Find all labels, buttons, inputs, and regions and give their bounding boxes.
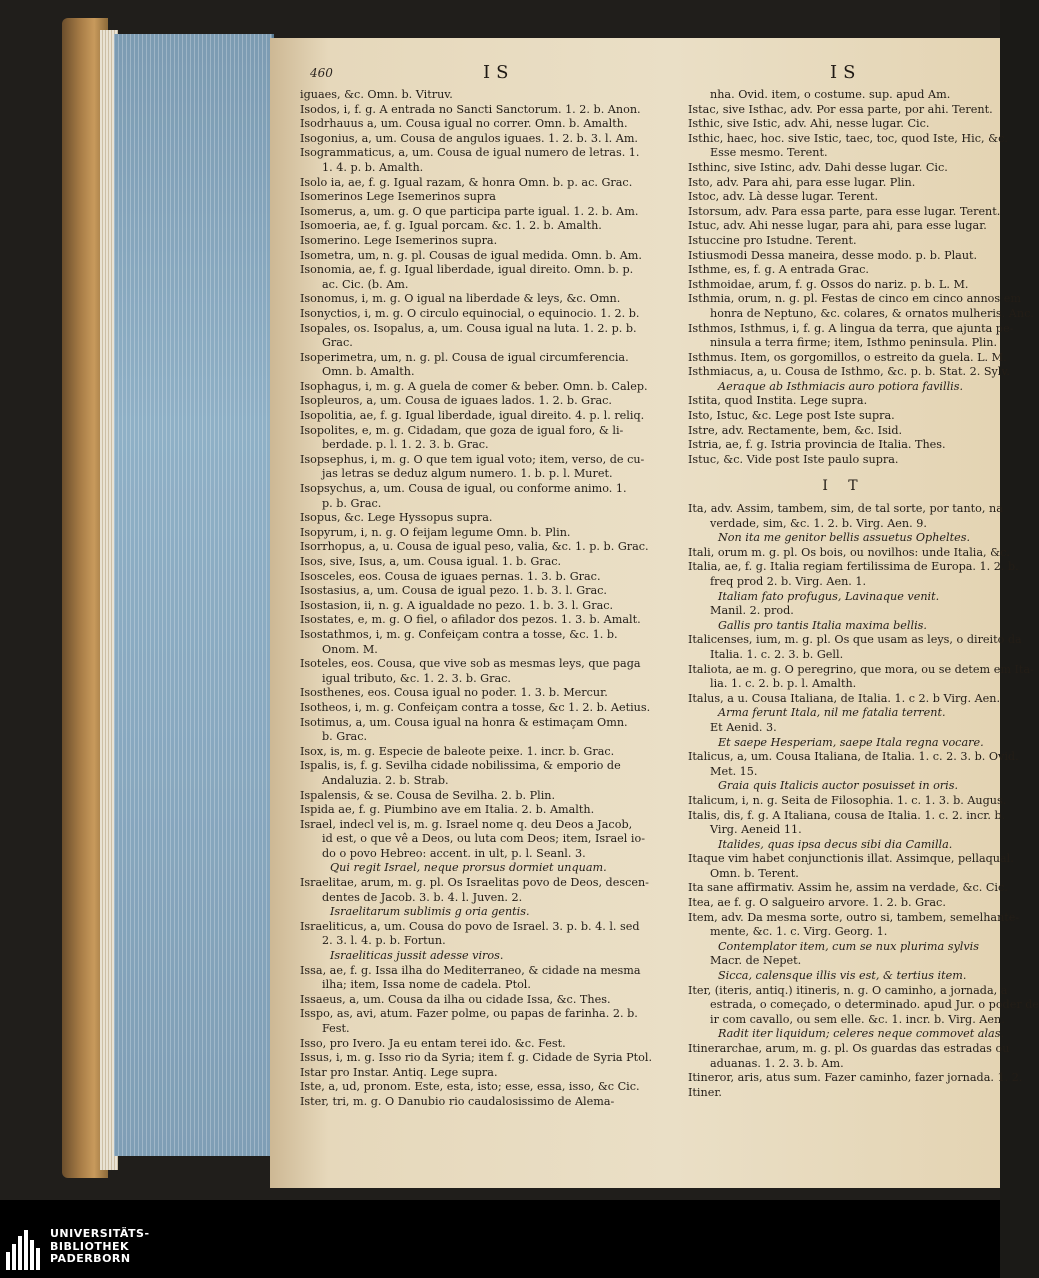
library-name xyxy=(50,1228,150,1266)
right-column-bottom xyxy=(688,502,1039,1100)
dictionary-line: Istria, ae, f. g. Istria provincia de Italia. Thes. xyxy=(688,438,946,452)
dictionary-line: Manil. 2. prod. xyxy=(710,604,794,618)
dictionary-line: dentes de Jacob. 3. b. 4. l. Juven. 2. xyxy=(322,890,523,904)
running-head-left: IS xyxy=(483,62,515,83)
dictionary-line: Isopolites, e, m. g. Cidadam, que goza de igual foro, & li- xyxy=(300,423,624,437)
dictionary-line: Isogrammaticus, a, um. Cousa de igual numero de letras. 1. xyxy=(300,146,640,160)
dictionary-line: Isodos, i, f. g. A entrada no Sancti Sanctorum. 1. 2. b. Anon. xyxy=(300,102,641,116)
dictionary-line: Istita, quod Instita. Lege supra. xyxy=(688,394,868,408)
dictionary-line: Isonomus, i, m. g. O igual na liberdade & leys, &c. Omn. xyxy=(300,292,621,306)
dictionary-line: Et saepe Hesperiam, saepe Itala regna vocare. xyxy=(718,735,984,749)
dictionary-line: Isolo ia, ae, f. g. Igual razam, & honra Omn. b. p. ac. Grac. xyxy=(300,175,633,189)
dictionary-line: Isopales, os. Isopalus, a, um. Cousa igual na luta. 1. 2. p. b. xyxy=(300,321,637,335)
dictionary-line: Met. 15. xyxy=(710,764,758,778)
dictionary-line: Italis, dis, f. g. A Italiana, cousa de Italia. 1. c. 2. incr. b. xyxy=(688,808,1006,822)
dictionary-line: Isoperimetra, um, n. g. pl. Cousa de igual circumferencia. xyxy=(300,350,629,364)
dictionary-line: Isso, pro Ivero. Ja eu entam terei ido. &c. Fest. xyxy=(300,1036,566,1050)
dictionary-line: Radit iter liquidum; celeres neque commovet alas. xyxy=(718,1027,1005,1041)
dictionary-line: Isox, is, m. g. Especie de baleote peixe. 1. incr. b. Grac. xyxy=(300,744,615,758)
dictionary-line: Itiner. xyxy=(688,1085,722,1099)
dictionary-line: Isto, adv. Para ahi, para esse lugar. Plin. xyxy=(688,175,916,189)
dictionary-line: Isosceles, eos. Cousa de iguaes pernas. 1. 3. b. Grac. xyxy=(300,569,601,583)
dictionary-line: Macr. de Nepet. xyxy=(710,954,802,968)
dictionary-line: Graia quis Italicis auctor posuisset in oris. xyxy=(718,779,959,793)
dictionary-line: Item, adv. Da mesma sorte, outro si, tambem, semelhante- xyxy=(688,910,1020,924)
dictionary-line: Istorsum, adv. Para essa parte, para esse lugar. Terent. xyxy=(688,204,1001,218)
dictionary-line: Esse mesmo. Terent. xyxy=(710,146,828,160)
section-heading: I T xyxy=(822,478,866,495)
dictionary-line: jas letras se deduz algum numero. 1. b. p. l. Muret. xyxy=(322,467,613,481)
library-logo-icon xyxy=(6,1230,42,1270)
dictionary-line: Israel, indecl vel is, m. g. Israel nome q. deu Deos a Jacob, xyxy=(300,817,633,831)
dictionary-line: Iste, a, ud, pronom. Este, esta, isto; esse, essa, isso, &c Cic. xyxy=(300,1080,640,1094)
dictionary-line: Isosthenes, eos. Cousa igual no poder. 1. 3. b. Mercur. xyxy=(300,686,608,700)
dictionary-line: Isostathmos, i, m. g. Confeiçam contra a tosse, &c. 1. b. xyxy=(300,627,618,641)
dictionary-line: Isodrhauus a, um. Cousa igual no correr. Omn. b. Amalth. xyxy=(300,117,628,131)
left-column xyxy=(300,88,668,1178)
dictionary-line: Istar pro Instar. Antiq. Lege supra. xyxy=(300,1065,498,1079)
dictionary-line: Omn. b. Amalth. xyxy=(322,365,415,379)
dictionary-line: Isto, Istuc, &c. Lege post Iste supra. xyxy=(688,409,895,423)
dictionary-line: Virg. Aeneid 11. xyxy=(710,823,802,837)
dictionary-line: Ispalis, is, f. g. Sevilha cidade nobilissima, & emporio de xyxy=(300,759,621,773)
dictionary-line: Ita, adv. Assim, tambem, sim, de tal sorte, por tanto, na xyxy=(688,502,1003,516)
dictionary-line: aduanas. 1. 2. 3. b. Am. xyxy=(710,1056,844,1070)
dictionary-line: Isopsephus, i, m. g. O que tem igual voto; item, verso, de cu- xyxy=(300,452,645,466)
dictionary-line: Isopleuros, a, um. Cousa de iguaes lados. 1. 2. b. Grac. xyxy=(300,394,612,408)
dictionary-line: 2. 3. l. 4. p. b. Fortun. xyxy=(322,934,446,948)
dictionary-line: Gallis pro tantis Italia maxima bellis. xyxy=(718,618,927,632)
dictionary-line: Italicus, a, um. Cousa Italiana, de Italia. 1. c. 2. 3. b. Ovid. xyxy=(688,750,1019,764)
dictionary-line: Isthinc, sive Istinc, adv. Dahi desse lugar. Cic. xyxy=(688,160,948,174)
dictionary-line: estrada, o começado, o determinado. apud Jur. o poder de xyxy=(710,998,1039,1012)
dictionary-line: Isoteles, eos. Cousa, que vive sob as mesmas leys, que paga xyxy=(300,657,641,671)
dictionary-line: Isostasius, a, um. Cousa de igual pezo. 1. b. 3. l. Grac. xyxy=(300,584,607,598)
dictionary-line: Isthmoidae, arum, f. g. Ossos do nariz. p. b. L. M. xyxy=(688,277,969,291)
dictionary-line: ir com cavallo, ou sem elle. &c. 1. incr. b. Virg. Aen. xyxy=(710,1012,1005,1026)
dictionary-line: Isometra, um, n. g. pl. Cousas de igual medida. Omn. b. Am. xyxy=(300,248,642,262)
dictionary-line: Isomerinos Lege Isemerinos supra xyxy=(300,190,496,204)
dictionary-line: p. b. Grac. xyxy=(322,496,382,510)
dictionary-line: 1. 4. p. b. Amalth. xyxy=(322,160,424,174)
dictionary-line: Ispida ae, f. g. Piumbino ave em Italia. 2. b. Amalth. xyxy=(300,803,595,817)
dictionary-line: Istuc, &c. Vide post Iste paulo supra. xyxy=(688,452,899,466)
dictionary-line: Et Aenid. 3. xyxy=(710,720,777,734)
dictionary-line: Ita sane affirmativ. Assim he, assim na verdade, &c. Cic. xyxy=(688,881,1008,895)
dictionary-line: Omn. b. Terent. xyxy=(710,866,799,880)
dictionary-line: Isomerus, a, um. g. O que participa parte igual. 1. 2. b. Am. xyxy=(300,204,639,218)
dictionary-line: Isthmus. Item, os gorgomillos, o estreito da guela. L. M. xyxy=(688,350,1007,364)
dictionary-line: Qui regit Israel, neque prorsus dormiet unquam. xyxy=(330,861,607,875)
dictionary-line: Ister, tri, m. g. O Danubio rio caudalosissimo de Alema- xyxy=(300,1094,615,1108)
dictionary-line: Isos, sive, Isus, a, um. Cousa igual. 1. b. Grac. xyxy=(300,555,562,568)
page-number: 460 xyxy=(310,66,333,80)
dictionary-line: Italiota, ae m. g. O peregrino, que mora, ou se detem em Ita- xyxy=(688,662,1034,676)
library-footer xyxy=(0,1200,1000,1278)
dictionary-line: igual tributo, &c. 1. 2. 3. b. Grac. xyxy=(322,671,511,685)
dictionary-line: lia. 1. c. 2. b. p. l. Amalth. xyxy=(710,677,857,691)
dictionary-line: Istoc, adv. Là desse lugar. Terent. xyxy=(688,190,879,204)
dictionary-line: Itali, orum m. g. pl. Os bois, ou novilhos: unde Italia, &c. xyxy=(688,545,1010,559)
right-column xyxy=(688,88,1039,1178)
dictionary-line: Isthmiacus, a, u. Cousa de Isthmo, &c. p. b. Stat. 2. Sylv. xyxy=(688,365,1010,379)
dictionary-line: Issaeus, a, um. Cousa da ilha ou cidade Issa, &c. Thes. xyxy=(300,992,611,1006)
dictionary-line: Itineror, aris, atus sum. Fazer caminho, fazer jornada. 1. 2. xyxy=(688,1071,1023,1085)
dictionary-line: Isopolitia, ae, f. g. Igual liberdade, igual direito. 4. p. l. reliq. xyxy=(300,409,645,423)
dictionary-line: nha. Ovid. item, o costume. sup. apud Am. xyxy=(710,88,951,101)
dictionary-line: Non ita me genitor bellis assuetus Opheltes. xyxy=(718,531,971,545)
dictionary-line: Italicum, i, n. g. Seita de Filosophia. 1. c. 1. 3. b. Augus. xyxy=(688,793,1007,807)
dictionary-line: Italia. 1. c. 2. 3. b. Gell. xyxy=(710,647,844,661)
dictionary-line: Isopus, &c. Lege Hyssopus supra. xyxy=(300,511,493,525)
dictionary-line: Isspo, as, avi, atum. Fazer polme, ou papas de farinha. 2. b. xyxy=(300,1007,638,1021)
dictionary-line: Istiusmodi Dessa maneira, desse modo. p. b. Plaut. xyxy=(688,248,978,262)
dictionary-line: Iter, (iteris, antiq.) itineris, n. g. O caminho, a jornada, a xyxy=(688,983,1008,997)
dictionary-line: iguaes, &c. Omn. b. Vitruv. xyxy=(300,88,453,101)
dictionary-line: Istac, sive Isthac, adv. Por essa parte, por ahi. Terent. xyxy=(688,102,993,116)
dictionary-line: honra de Neptuno, &c. colares, & ornatos mulheris. Anc. xyxy=(710,306,1034,320)
library-name-line-2: BIBLIOTHEK xyxy=(50,1239,130,1253)
right-column-top xyxy=(688,88,1034,467)
dictionary-line: Isogonius, a, um. Cousa de angulos iguaes. 1. 2. b. 3. l. Am. xyxy=(300,131,638,145)
dictionary-line: Israeliticus, a, um. Cousa do povo de Israel. 3. p. b. 4. l. sed xyxy=(300,919,640,933)
dictionary-line: ilha; item, Issa nome de cadela. Ptol. xyxy=(322,978,531,992)
dictionary-line: Italiam fato profugus, Lavinaque venit. xyxy=(718,589,940,603)
dictionary-line: Israeliticas jussit adesse viros. xyxy=(330,949,504,963)
library-name-line-3: PADERBORN xyxy=(50,1252,131,1265)
dictionary-line: Isostasion, ii, n. g. A igualdade no pezo. 1. b. 3. l. Grac. xyxy=(300,598,614,612)
dictionary-line: mente, &c. 1. c. Virg. Georg. 1. xyxy=(710,925,888,939)
dictionary-line: Isthmia, orum, n. g. pl. Festas de cinco em cinco annos em xyxy=(688,292,1021,306)
dictionary-line: Aeraque ab Isthmiacis auro potiora favillis. xyxy=(718,379,964,393)
dictionary-line: Contemplator item, cum se nux plurima sylvis xyxy=(718,939,979,953)
dictionary-line: Isomerino. Lege Isemerinos supra. xyxy=(300,233,498,247)
dictionary-line: ac. Cic. (b. Am. xyxy=(322,277,409,291)
dictionary-line: Isonyctios, i, m. g. O circulo equinocial, o equinocio. 1. 2. b. xyxy=(300,306,640,320)
dictionary-line: verdade, sim, &c. 1. 2. b. Virg. Aen. 9. xyxy=(710,516,927,530)
dictionary-line: b. Grac. xyxy=(322,730,368,744)
dictionary-line: Sicca, calensque illis vis est, & tertius item. xyxy=(718,969,967,983)
dictionary-line: Isopsychus, a, um. Cousa de igual, ou conforme animo. 1. xyxy=(300,482,627,496)
dictionary-line: Isophagus, i, m. g. A guela de comer & beber. Omn. b. Calep. xyxy=(300,379,648,393)
dictionary-line: Issa, ae, f. g. Issa ilha do Mediterraneo, & cidade na mesma xyxy=(300,963,641,977)
dictionary-line: Itea, ae f. g. O salgueiro arvore. 1. 2. b. Grac. xyxy=(688,896,946,910)
library-name-line-1: UNIVERSITÄTS- xyxy=(50,1227,150,1240)
dictionary-line: Itaque vim habet conjunctionis illat. Assimque, pellaqual. xyxy=(688,852,1014,866)
dictionary-line: Istuccine pro Istudne. Terent. xyxy=(688,233,857,247)
dictionary-line: Issus, i, m. g. Isso rio da Syria; item f. g. Cidade de Syria Ptol. xyxy=(300,1051,653,1065)
dictionary-line: Italides, quas ipsa decus sibi dia Camilla. xyxy=(718,837,953,851)
dictionary-line: Istre, adv. Rectamente, bem, &c. Isid. xyxy=(688,423,903,437)
dictionary-line: Andaluzia. 2. b. Strab. xyxy=(322,773,449,787)
left-page-block xyxy=(114,34,274,1156)
dictionary-line: Italus, a u. Cousa Italiana, de Italia. 1. c 2. b Virg. Aen. xyxy=(688,691,1001,705)
dictionary-line: Isopyrum, i, n. g. O feijam legume Omn. b. Plin. xyxy=(300,525,571,539)
dictionary-line: do o povo Hebreo: accent. in ult, p. l. Seanl. 3. xyxy=(322,846,586,860)
dictionary-line: Italicenses, ium, m. g. pl. Os que usam as leys, o direito da xyxy=(688,633,1022,647)
running-head-right: IS xyxy=(830,62,862,83)
dictionary-line: Onom. M. xyxy=(322,642,378,656)
dictionary-line: ninsula a terra firme; item, Isthmo peninsula. Plin. xyxy=(710,336,998,350)
dictionary-line: Istuc, adv. Ahi nesse lugar, para ahi, para esse lugar. xyxy=(688,219,987,233)
book-page xyxy=(270,38,1039,1188)
dictionary-line: Isthic, haec, hoc. sive Istic, taec, toc, quod Iste, Hic, &c. xyxy=(688,131,1008,145)
dictionary-line: Isotheos, i, m. g. Confeiçam contra a tosse, &c 1. 2. b. Aetius. xyxy=(300,700,651,714)
dictionary-line: Israelitarum sublimis g oria gentis. xyxy=(330,905,530,919)
dictionary-line: Italia, ae, f. g. Italia regiam fertilissima de Europa. 1. 2. b. xyxy=(688,560,1019,574)
dictionary-line: id est, o que vê a Deos, ou luta com Deos; item, Israel io- xyxy=(322,832,646,846)
dictionary-line: Isthme, es, f. g. A entrada Grac. xyxy=(688,263,869,277)
dictionary-line: Isomoeria, ae, f. g. Igual porcam. &c. 1. 2. b. Amalth. xyxy=(300,219,602,233)
dictionary-line: Ispalensis, & se. Cousa de Sevilha. 2. b. Plin. xyxy=(300,788,556,802)
dictionary-line: Itinerarchae, arum, m. g. pl. Os guardas das estradas ou xyxy=(688,1042,1010,1055)
dictionary-line: Grac. xyxy=(322,336,353,350)
dictionary-line: Arma ferunt Itala, nil me fatalia terrent. xyxy=(718,706,946,720)
dictionary-line: Isonomia, ae, f. g. Igual liberdade, igual direito. Omn. b. p. xyxy=(300,263,634,277)
dictionary-line: Isthmos, Isthmus, i, f. g. A lingua da terra, que ajunta pe- xyxy=(688,321,1014,335)
dictionary-line: Isotimus, a, um. Cousa igual na honra & estimaçam Omn. xyxy=(300,715,628,729)
dictionary-line: freq prod 2. b. Virg. Aen. 1. xyxy=(710,575,867,588)
dictionary-line: berdade. p. l. 1. 2. 3. b. Grac. xyxy=(322,438,489,452)
dictionary-line: Fest. xyxy=(322,1022,350,1035)
dictionary-line: Isostates, e, m. g. O fiel, o afilador dos pezos. 1. 3. b. Amalt. xyxy=(300,613,641,627)
dictionary-line: Israelitae, arum, m. g. pl. Os Israelitas povo de Deos, descen- xyxy=(300,876,649,890)
dictionary-line: Isthic, sive Istic, adv. Ahi, nesse lugar. Cic. xyxy=(688,117,930,131)
dictionary-line: Isorrhopus, a, u. Cousa de igual peso, valia, &c. 1. p. b. Grac. xyxy=(300,540,649,554)
